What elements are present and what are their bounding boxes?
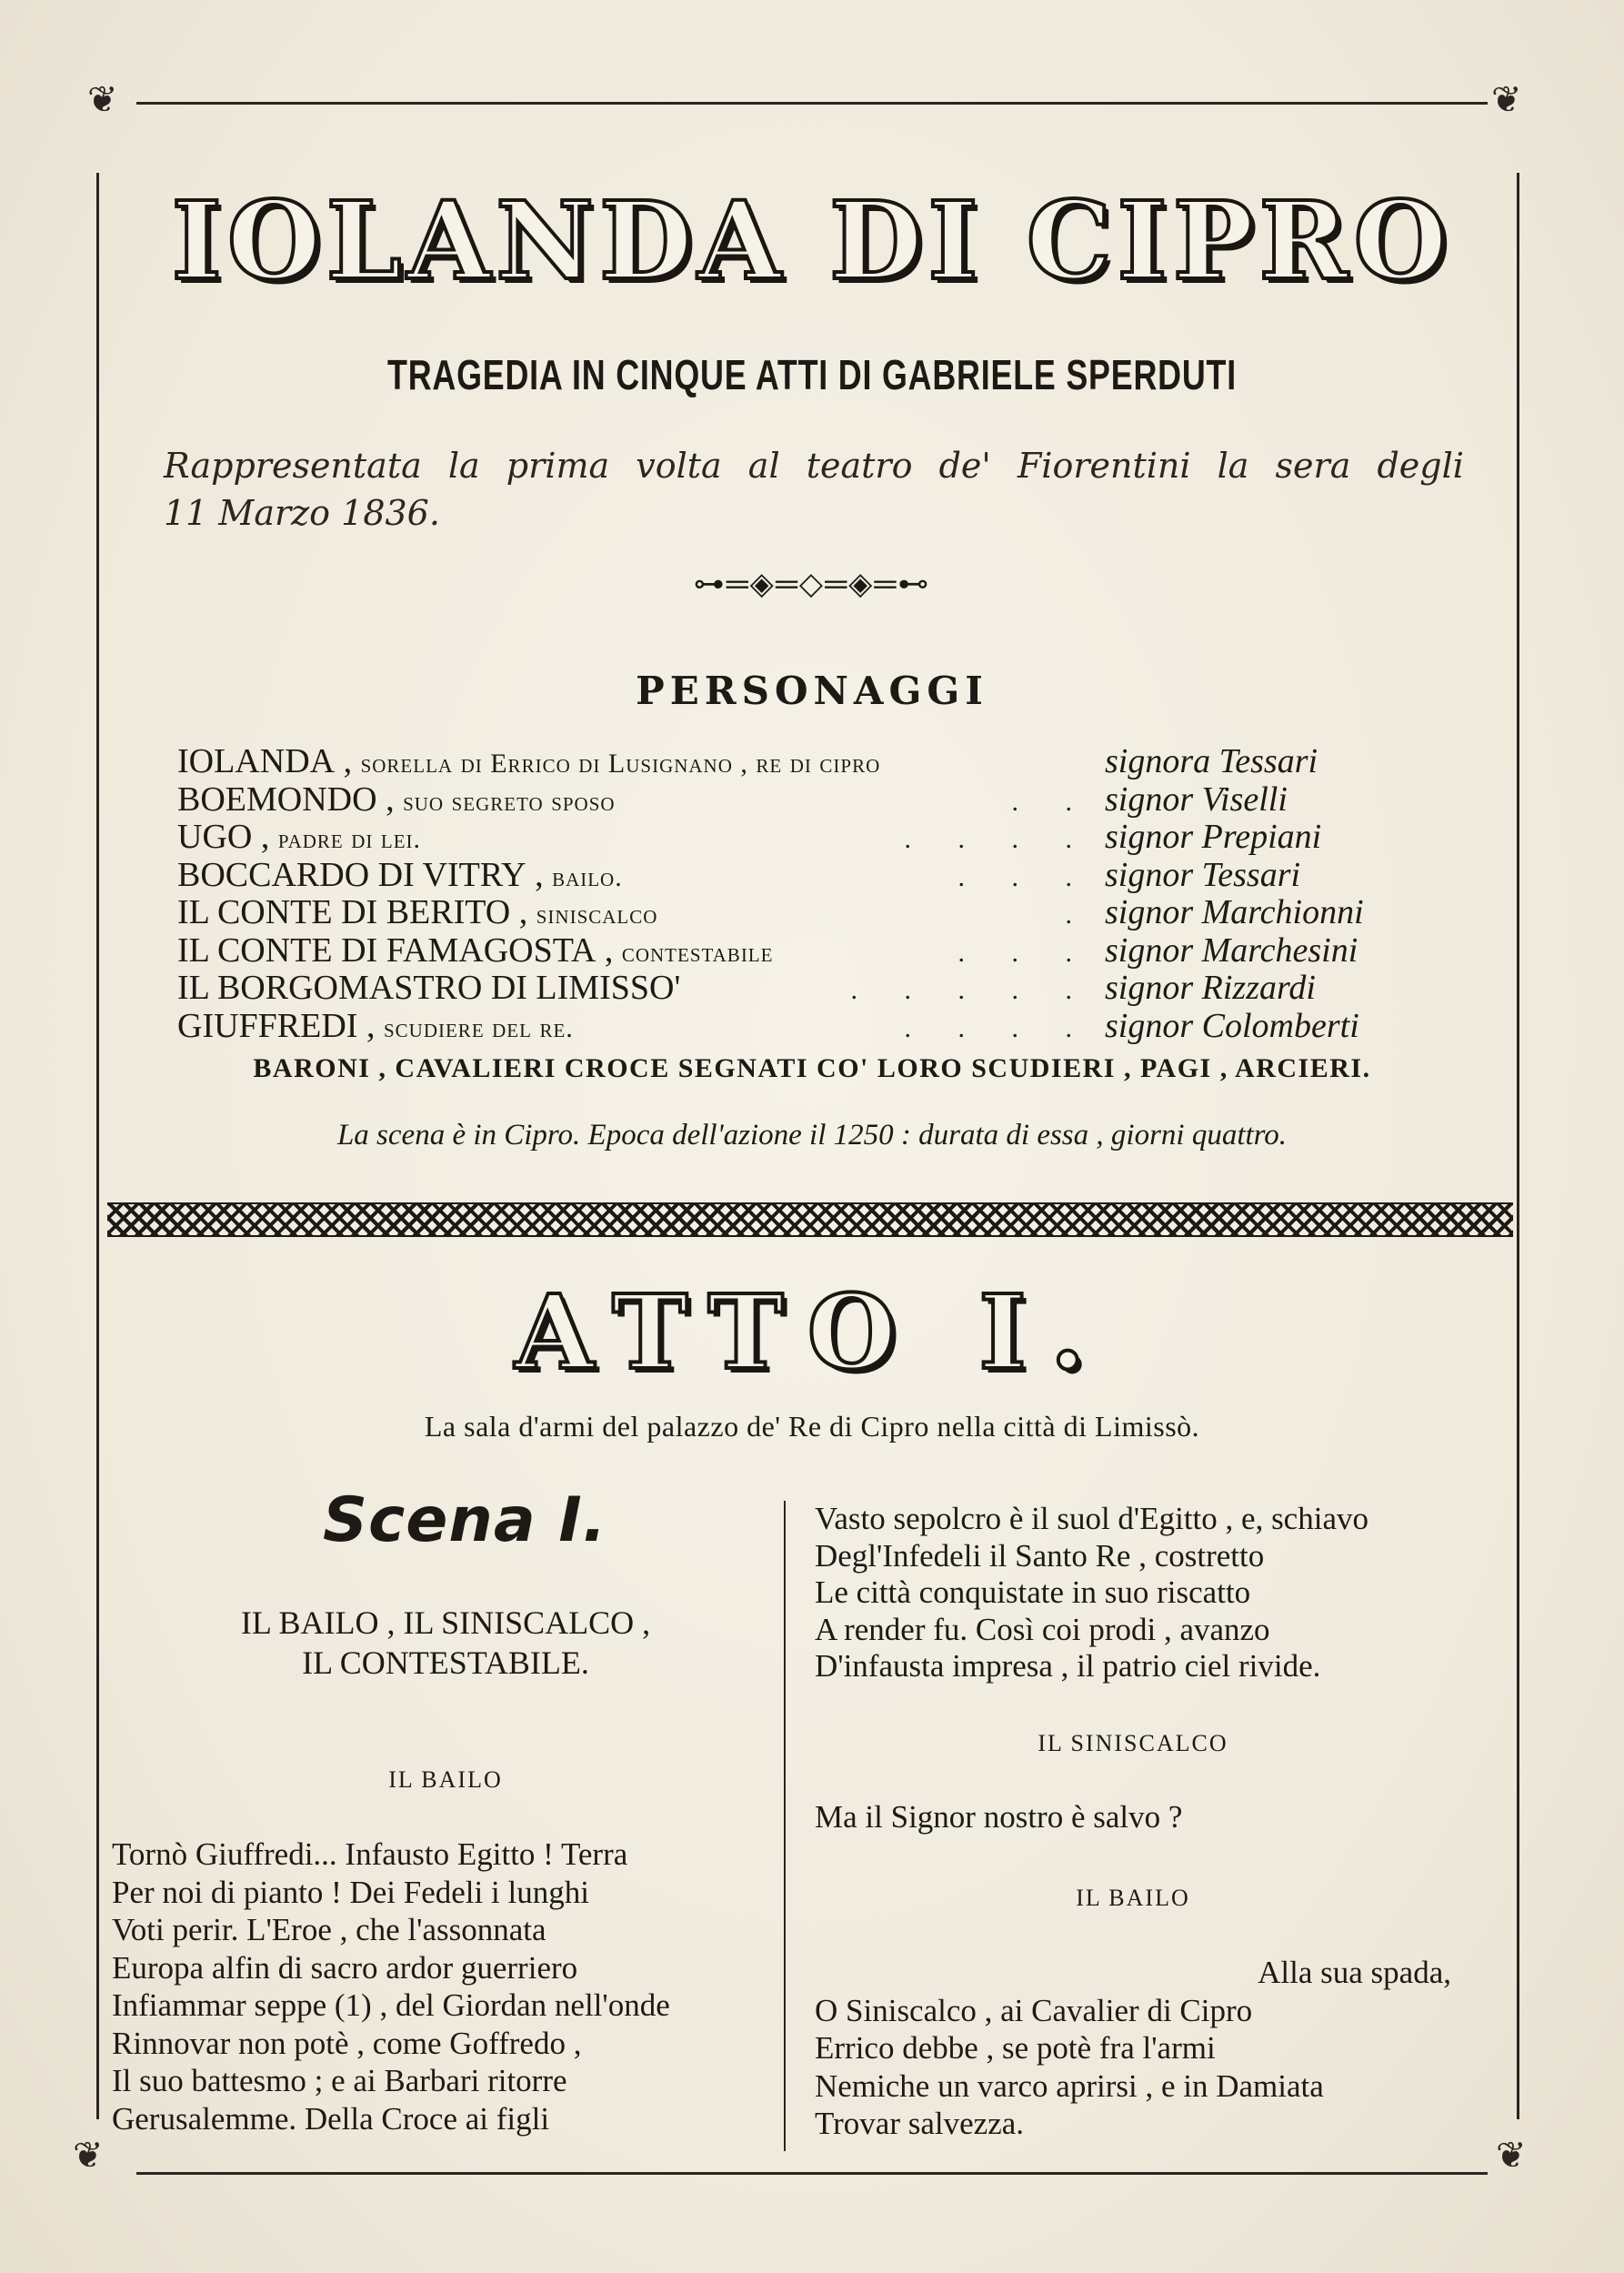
scene-info: La scena è in Cipro. Epoca dell'azione il 1250 : durata di essa , giorni quattro.: [336, 1119, 1288, 1152]
verse-line: Ma il Signor nostro è salvo ?: [815, 1799, 1183, 1835]
verse-line: Nemiche un varco aprirsi , e in Damiata: [815, 2067, 1324, 2104]
page-title: IOLANDA DI CIPRO: [171, 177, 1453, 304]
verse-line: Alla sua spada,: [1258, 1955, 1451, 1990]
decorative-divider: [107, 1202, 1513, 1237]
cast-row: GIUFFREDI , scudiere del re. . . . . signor Colomberti: [177, 1006, 1450, 1044]
character-role: padre di lei.: [277, 824, 422, 854]
scene-setting: La sala d'armi del palazzo de' Re di Cipro nella città di Limissò.: [424, 1410, 1200, 1443]
subtitle: TRAGEDIA IN CINQUE ATTI DI GABRIELE SPERDUTI: [386, 351, 1238, 398]
frame-bottom-rule: [136, 2172, 1488, 2175]
verse-line: Il suo battesmo ; e ai Barbari ritorre: [112, 2063, 567, 2098]
corner-ornament-icon: ❦: [73, 2135, 104, 2176]
actor-name: signor Rizzardi: [1105, 969, 1316, 1007]
cast-row: UGO , padre di lei. . . . . signor Prepiani: [177, 817, 1450, 855]
character-role: sorella di Errico di Lusignano , re di cipro: [360, 749, 881, 779]
flourish-ornament-icon: ⊶═◈═◇═◈═⊷: [693, 568, 931, 601]
verse-line: Europa alfin di sacro ardor guerriero: [112, 1949, 578, 1986]
verse-block-right-bottom: [815, 1954, 1451, 2143]
character-name: IL CONTE DI BERITO: [177, 893, 511, 931]
note-word: teatro: [806, 446, 913, 486]
actor-name: signor Viselli: [1105, 779, 1288, 819]
handwritten-note-line-1: [164, 446, 1464, 486]
verse-line: Voti perir. L'Eroe , che l'assonnata: [112, 1912, 546, 1947]
cast-row: IOLANDA , sorella di Errico di Lusignano , re di cipro signora Tessari: [177, 741, 1450, 779]
actor-name: signor Marchionni: [1105, 893, 1364, 931]
speaker-label: IL BAILO: [1076, 1885, 1190, 1911]
note-word: Rappresentata: [164, 446, 422, 486]
cast-row: IL CONTE DI BERITO , siniscalco . signor Marchionni: [177, 892, 1450, 930]
handwritten-note-line-2: 11 Marzo 1836.: [164, 493, 440, 533]
note-word: la: [1217, 446, 1249, 486]
note-word: al: [747, 446, 780, 486]
actor-name: signor Tessari: [1105, 855, 1301, 894]
note-word: volta: [636, 446, 722, 486]
verse-line: Infiammar seppe (1) , del Giordan nell'onde: [112, 1987, 670, 2023]
cast-row: BOCCARDO DI VITRY , bailo. . . . signor Tessari: [177, 855, 1450, 893]
character-name: IL CONTE DI FAMAGOSTA: [177, 930, 596, 970]
verse-line: O Siniscalco , ai Cavalier di Cipro: [815, 1992, 1253, 2028]
actor-name: signor Prepiani: [1105, 818, 1322, 856]
cast-row: BOEMONDO , suo segreto sposo . . signor Viselli: [177, 779, 1450, 818]
scene-speakers: [109, 1603, 782, 1683]
character-name: GIUFFREDI: [177, 1006, 358, 1045]
column-divider: [784, 1501, 786, 2151]
corner-ornament-icon: ❦: [87, 79, 118, 120]
character-role: bailo.: [552, 861, 623, 892]
verse-line: Vasto sepolcro è il suol d'Egitto , e, schiavo: [815, 1501, 1368, 1536]
frame-top-rule: [136, 102, 1488, 105]
verse-line: Le città conquistate in suo riscatto: [815, 1574, 1251, 1610]
note-word: Fiorentini: [1017, 446, 1191, 486]
verse-line: Tornò Giuffredi... Infausto Egitto ! Terra: [112, 1836, 628, 1872]
cast-row: IL BORGOMASTRO DI LIMISSO' . . . . . signor Rizzardi: [177, 968, 1450, 1006]
speakers-line: IL CONTESTABILE.: [302, 1644, 589, 1681]
verse-line: Gerusalemme. Della Croce ai figli: [112, 2100, 550, 2137]
character-role: siniscalco: [536, 900, 658, 930]
verse-line: Trovar salvezza.: [815, 2106, 1025, 2141]
personaggi-heading: PERSONAGGI: [636, 669, 988, 713]
character-name: BOCCARDO DI VITRY: [177, 855, 526, 894]
actor-name: signor Colomberti: [1105, 1006, 1359, 1045]
character-name: UGO: [177, 818, 253, 856]
note-word: la: [447, 446, 480, 486]
verse-line: Rinnovar non potè , come Goffredo ,: [112, 2025, 582, 2061]
character-role: scudiere del re.: [383, 1012, 574, 1043]
speakers-line: IL BAILO , IL SINISCALCO ,: [240, 1604, 651, 1641]
actor-name: signora Tessari: [1105, 742, 1318, 780]
verse-line: Errico debbe , se potè fra l'armi: [815, 2030, 1216, 2066]
speaker-label: IL SINISCALCO: [1038, 1730, 1228, 1756]
actor-name: signor Marchesini: [1105, 930, 1358, 970]
note-word: sera: [1275, 446, 1351, 486]
corner-ornament-icon: ❦: [1491, 79, 1522, 120]
note-word: degli: [1377, 446, 1464, 486]
note-word: prima: [506, 446, 610, 486]
verse-line: D'infausta impresa , il patrio ciel rivide.: [815, 1648, 1321, 1684]
character-role: suo segreto sposo: [403, 786, 616, 817]
character-name: IL BORGOMASTRO DI LIMISSO': [177, 969, 681, 1007]
act-title: ATTO I.: [515, 1273, 1109, 1393]
character-name: BOEMONDO: [177, 779, 377, 819]
corner-ornament-icon: ❦: [1496, 2135, 1527, 2176]
verse-line: Per noi di pianto ! Dei Fedeli i lunghi: [112, 1874, 589, 1910]
character-role: contestabile: [621, 937, 774, 968]
extras-line: BARONI , CAVALIERI CROCE SEGNATI CO' LORO SCUDIERI , PAGI , ARCIERI.: [253, 1053, 1371, 1083]
cast-row: IL CONTE DI FAMAGOSTA , contestabile . . . signor Marchesini: [177, 930, 1450, 969]
scene-title: Scena I.: [323, 1484, 607, 1556]
note-word: de': [938, 446, 991, 486]
speaker-label: IL BAILO: [388, 1766, 503, 1793]
verse-block-right-top: [815, 1501, 1451, 1685]
verse-block-left: [112, 1835, 776, 2137]
verse-line: Degl'Infedeli il Santo Re , costretto: [815, 1537, 1265, 1574]
character-name: IOLANDA: [177, 742, 336, 780]
cast-list: [177, 741, 1450, 1043]
verse-line: A render fu. Così coi prodi , avanzo: [815, 1611, 1270, 1647]
